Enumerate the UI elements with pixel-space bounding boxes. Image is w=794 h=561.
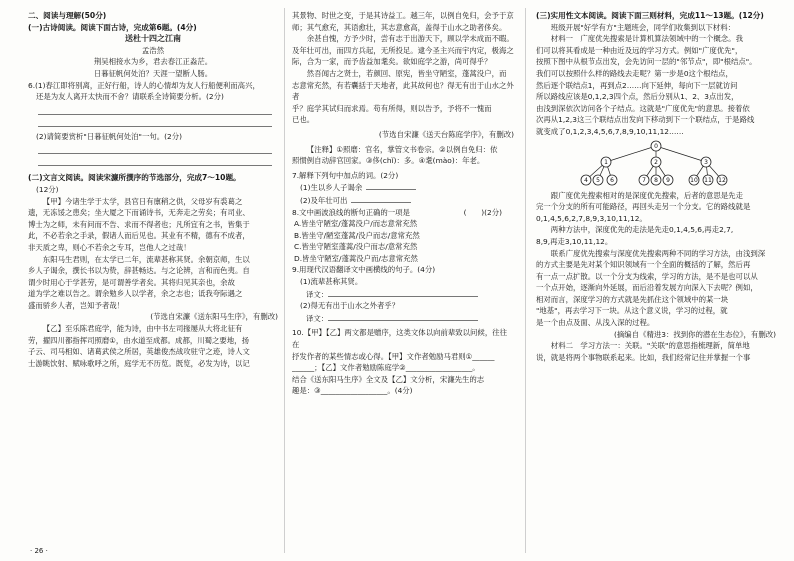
tree-node [601, 157, 611, 167]
passage-line: 非天质之卑，则心不若余之专耳，岂他人之过哉！ [28, 242, 191, 252]
tree-node [581, 175, 591, 185]
answer-blank[interactable] [328, 288, 478, 297]
question-9-2: (2)得无有出于山水之外者乎？ [300, 301, 400, 311]
svg-text:6: 6 [610, 176, 614, 184]
section-heading: 二、阅读与理解(50分) [28, 11, 107, 20]
option: B.皆坐守/陋室蓬蒿/没户而志/意常充然 [294, 230, 420, 240]
column-left [28, 10, 278, 550]
question-line: 趣是：③__________________。(4分) [292, 386, 413, 396]
poem-line-2: 日暮征帆何处泊？天涯一望断人肠。 [93, 68, 213, 78]
tree-diagram [566, 140, 746, 188]
material-line: 就变成了0,1,2,3,4,5,6,7,8,9,10,11,12…… [536, 126, 684, 136]
material-1 [536, 33, 776, 137]
material-line: 说，就是将两个事物联系起来。比如，我们经常记住并掌握一个事 [536, 352, 751, 362]
passage-line: 东阳马生君则，在太学已二年，流辈甚称其贤。余朝京师，生以 [42, 254, 250, 264]
question-6-2: (2)请简要赏析"日暮征帆何处泊"一句。(2分) [36, 131, 182, 141]
passage-yi-continued [292, 10, 514, 126]
material-line: 材料二 学习方法一：关联。"关联"的意思指梳理新，简单地 [550, 341, 750, 351]
material-line: 8,9,再走3,10,11,12。 [536, 236, 613, 246]
material-1-source: (摘编自《精进3：找到你的潜在生态位》，有删改) [614, 329, 776, 339]
svg-text:4: 4 [584, 176, 588, 184]
question-9-1: (1)流辈甚称其贤。 [300, 277, 363, 287]
question-6-1: 6.(1)春江即将别离，正好行船，诗人的心情却为友人行船便利而高兴， [28, 80, 260, 90]
material-line: 一个点开始，逐渐向外延展，而后沿着发展方向深入下去呢？例如， [536, 283, 758, 293]
passage-line: 【乙】至乐陈君庭学，能为诗，由中书左司掾屡从大将北征有 [42, 324, 243, 334]
passage-yi-source: (节选自宋濂《送天台陈庭学序》，有删改) [378, 129, 514, 139]
option: D.皆坐守陋室/蓬蒿没户而/志意常充然 [294, 253, 418, 263]
material-line: 按照下图中从根节点出发，会先访问一层的"邻节点"，即"根结点"。 [536, 57, 757, 67]
poem-title: 送杜十四之江南 [125, 34, 181, 44]
tree-node [701, 157, 711, 167]
svg-text:8: 8 [654, 176, 658, 184]
answer-blank[interactable] [366, 181, 416, 190]
answer-blank[interactable] [351, 194, 411, 203]
passage-line: 其景物、时世之变，于是其诗益工。越三年，以例自免归，会予于京 [292, 11, 514, 20]
column-divider-2 [525, 8, 526, 553]
answer-line[interactable] [38, 103, 272, 115]
svg-text:1: 1 [604, 158, 608, 166]
material-1-continued [536, 190, 776, 329]
answer-line[interactable] [38, 142, 272, 154]
material-line: 是一个由点及面、从浅入深的过程。 [536, 318, 655, 328]
svg-text:11: 11 [704, 176, 712, 184]
material-line: "地基"，再去学习下一块。从这个意义说，学习的过程，就 [536, 306, 728, 316]
material-line: 完一个分支的所有可能路径，再回头走另一个分支。它的路线就是 [536, 202, 751, 212]
question-7-2: (2)及年壮可出 [292, 194, 514, 207]
answer-line[interactable] [38, 115, 272, 127]
note-line: 照惯例自动辞官回家。③侈(chǐ)：多。④耄(mào)：年老。 [292, 156, 485, 166]
passage-line: 际，合为一家，而予齿益加耄矣。欲如庭学之游，尚可得乎？ [292, 57, 492, 67]
material-line: 跟广度优先搜索相对的是深度优先搜索，后者的意思是先走 [550, 190, 743, 200]
svg-text:5: 5 [596, 176, 600, 184]
material-line: 们可以将其看成是一种由近及远的学习方式。例如"广度优先"， [536, 45, 743, 55]
passage-line: 谓少时用心于学甚劳，是可谓善学者矣。其将归见其亲也，余故 [28, 277, 235, 287]
passage-line: 士游眺饮射、赋咏歌呼之所，庭学无不历览。既览，必发为诗，以记 [28, 358, 250, 368]
translation-1: 译文： [292, 288, 514, 301]
tree-node [651, 141, 661, 151]
passage-jia [28, 196, 278, 312]
material-line: 然后逐个联结点1，再到点2……向下延伸，每向下一层就访问 [536, 80, 738, 90]
page-number: · 26 · [30, 547, 48, 555]
material-line: 相对而言，深度学习的方式就是先抓住这个领域中的某一块 [536, 294, 729, 304]
column-right [536, 10, 776, 550]
question-9: 9.用现代汉语翻译文中画横线的句子。(4分) [292, 265, 436, 275]
passage-line: 【甲】今诸生学于太学，县官日有廪稍之供，父母岁有裘葛之 [42, 196, 243, 206]
tree-node [593, 175, 603, 185]
question-line: 10.【甲】【乙】两文都是赠序，这类文体以向前辈致以问候，往往在 [292, 328, 507, 350]
poem-intro: (一)古诗阅读。阅读下面古诗，完成第6题。(4分) [28, 22, 197, 32]
material-line: 联系广度优先搜索与深度优先搜索两种不同的学习方法，由浅到深 [550, 248, 766, 258]
tree-edge [656, 146, 706, 162]
tree-node [639, 175, 649, 185]
passage-line: 师；其气愈充，其语愈壮，其志意愈高，盖得于山水之助者侈矣。 [292, 22, 507, 32]
classical-intro: (二)文言文阅读。阅读宋濂所撰序的节选部分，完成7～10题。 [28, 173, 241, 183]
poem-line-1: 荆吴相接水为乡，君去春江正淼茫。 [93, 57, 213, 67]
tree-node [663, 175, 673, 185]
material-line: 由浅到深依次访问各个子结点。这就是"广度优先"的意思。接着依 [536, 103, 750, 113]
material-line: 所以路线应该是0,1,2,3四个点，然后分别从1、2、3点出发， [536, 92, 739, 102]
tree-node [607, 175, 617, 185]
note-line: 【注释】①照磨：官名，掌管文书卷宗。②以例自免归：依 [306, 144, 498, 154]
material-line: 0,1,4,5,6,2,7,8,9,3,10,11,12。 [536, 213, 647, 223]
question-10 [292, 327, 514, 397]
answer-blank[interactable] [328, 312, 478, 321]
question-7: 7.解释下列句中加点的词。(2分) [292, 170, 399, 180]
material-line: 材料一 广度优先搜索是计算机算法领域中的一个概念。我 [550, 34, 743, 44]
material-line: 两种方法中，深度优先的走法是先走0,1,4,5,6,再走2,7, [550, 225, 734, 235]
tree-node [651, 157, 661, 167]
passage-jia-source: (节选自宋濂《送东阳马生序》，有删改) [150, 312, 278, 322]
svg-text:10: 10 [690, 176, 698, 184]
notes [292, 144, 514, 167]
material-line: 我们可以按照什么样的路线去走呢？第一步是0这个根结点， [536, 68, 733, 78]
svg-text:7: 7 [642, 176, 646, 184]
svg-text:0: 0 [654, 142, 658, 150]
tree-node [703, 175, 713, 185]
poem-author: 孟浩然 [141, 45, 165, 55]
passage-line: 此，不必若余之手录，假诸人而后见也。其业有不精，德有不成者， [28, 231, 250, 241]
question-line: ______；【乙】文作者勉励陈庭学②__________________。 [292, 363, 480, 373]
activity-intro: 班级开展"好学有方"主题班会，同学们收集到以下材料： [550, 22, 735, 32]
question-6-1-cont: 还是为友人离开太快而不舍？请联系全诗简要分析。(2分) [36, 92, 224, 102]
material-line: 次再从1,2,3这三个联结点出发向下移动到下一个联结点，于是路线 [536, 115, 755, 125]
question-7-1: (1)生以乡人子谒余 [292, 181, 514, 194]
question-line: 结合《送东阳马生序》全文及【乙】文分析，宋濂先生的志 [292, 374, 485, 384]
passage-line: 乎？庭学其试归而求焉。苟有所得，则以告予，予将不一愧而 [292, 103, 492, 113]
material-line: 有一点一点扩散。以一个分支为线索，学习的方法，是不是也可以从 [536, 271, 758, 281]
tree-node [651, 175, 661, 185]
column-divider-1 [284, 8, 285, 553]
answer-line[interactable] [38, 154, 272, 166]
option: C.皆坐守陋室蓬蒿/没户而志/意常充然 [294, 242, 418, 252]
passage-line: 道为学之难以告之。谓余勉乡人以学者，余之志也；诋我夸际遇之 [28, 289, 243, 299]
question-8: 8.文中画波浪线的断句正确的一项是 ( )(2分) [292, 207, 502, 217]
svg-text:12: 12 [718, 176, 726, 184]
svg-text:9: 9 [666, 176, 670, 184]
passage-line: 博士为之师，未有问而不告、求而不得者也；凡所宜有之书，皆集于 [28, 219, 250, 229]
svg-text:2: 2 [654, 158, 658, 166]
svg-text:3: 3 [704, 158, 708, 166]
question-8-options [292, 218, 514, 264]
passage-line: 乡人子谒余，撰长书以为贽，辞甚畅达。与之论辨，言和而色夷。自 [28, 266, 250, 276]
material-line: 的方式主要是先对某个知识领域有一个全面的概括的了解，然后再 [536, 260, 751, 270]
classical-score: (12分) [36, 184, 59, 194]
passage-line: 余甚自愧，方予少时，尝有志于出游天下，顾以学未成而不暇。 [306, 34, 514, 44]
question-line: 抒发作者的某些情志或心得。【甲】文作者勉励马君则①______ [292, 351, 495, 361]
tree-node [689, 175, 699, 185]
material-2 [536, 340, 776, 363]
column-middle [292, 10, 514, 550]
tree-edge [606, 146, 656, 162]
passage-line: 盛而骄乡人者，岂知予者哉！ [28, 300, 125, 310]
passage-yi [28, 323, 278, 369]
tree-node [717, 175, 727, 185]
passage-line: 然吾闻古之贤士，若颜回、原宪，皆坐守陋室，蓬蒿没户，而 [306, 68, 507, 78]
section-intro: (三)实用性文本阅读。阅读下面三则材料，完成11～13题。(12分) [536, 11, 764, 20]
passage-line: 劳，擢四川都指挥司照磨①，由水道至成都。成都，川蜀之要地，扬 [28, 335, 249, 345]
passage-line: 遗，无冻馁之患矣；坐大厦之下而诵诗书，无奔走之劳矣；有司业、 [28, 208, 250, 218]
translation-2: 译文： [292, 312, 514, 325]
passage-line: 已也。 [292, 115, 315, 125]
passage-line: 子云、司马相如、诸葛武侯之所居，英雄俊杰战攻驻守之迹，诗人文 [28, 347, 250, 357]
passage-line: 及年壮可出，而四方兵起，无所投足。逮今圣主兴而宇内定，极海之 [292, 45, 514, 55]
passage-line: 志意常充然，有若囊括于天地者，此其故何也？得无有出于山水之外者 [292, 80, 514, 102]
option: A.皆坐守陋室/蓬蒿没户/而志意常充然 [294, 219, 418, 229]
